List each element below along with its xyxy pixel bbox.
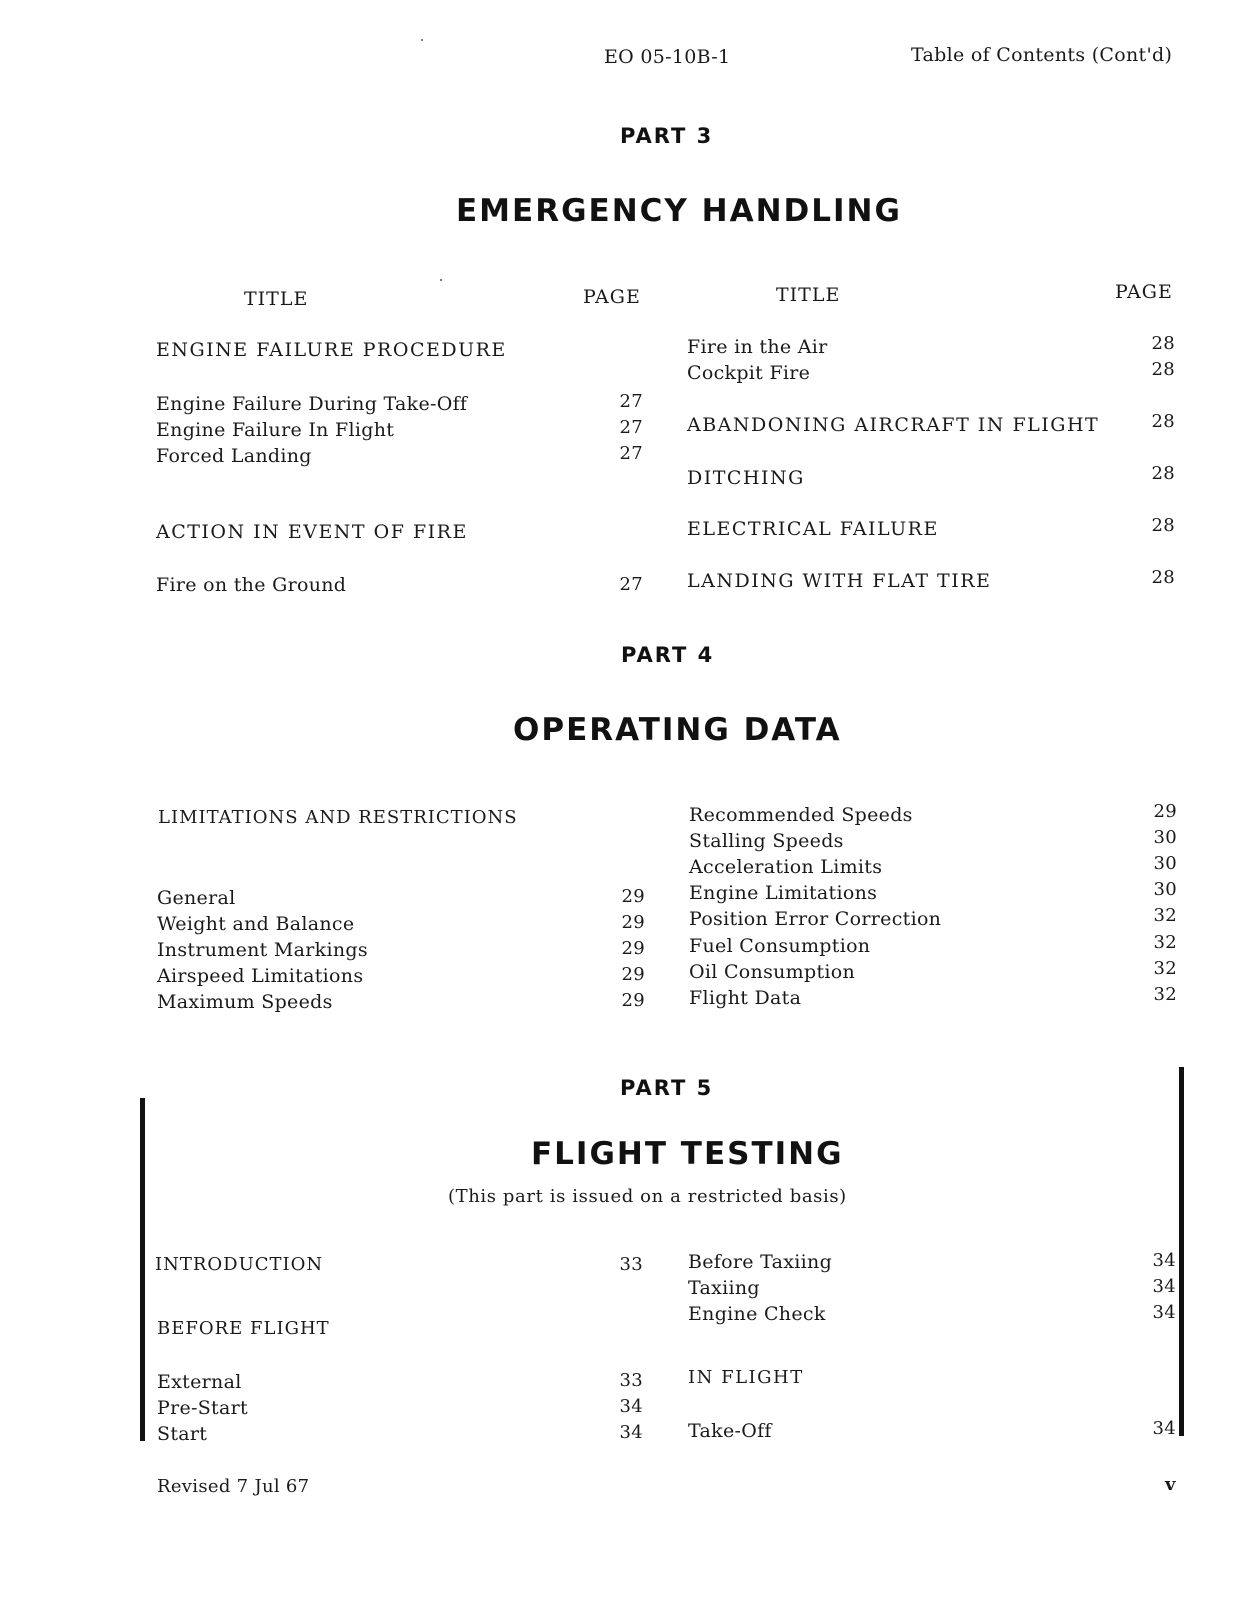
toc-entry-page: 34 — [1152, 1418, 1176, 1439]
restricted-note: (This part is issued on a restricted basis) — [448, 1186, 847, 1207]
column-header-title-left: TITLE — [244, 288, 309, 310]
toc-entry-page: 30 — [1153, 879, 1177, 900]
scan-speck — [421, 39, 423, 41]
page-number: v — [1165, 1474, 1176, 1495]
toc-entry-title: Fire in the Air — [687, 336, 828, 358]
toc-heading: ACTION IN EVENT OF FIRE — [156, 521, 468, 543]
scan-speck — [440, 279, 442, 281]
toc-entry-page: 29 — [621, 990, 645, 1011]
toc-entry-title: Forced Landing — [156, 445, 312, 467]
toc-entry-title: Before Taxiing — [688, 1251, 833, 1273]
toc-heading: ELECTRICAL FAILURE — [687, 518, 939, 540]
part-5-label: PART 5 — [620, 1076, 714, 1100]
toc-entry-page: 29 — [621, 938, 645, 959]
toc-entry-title: Position Error Correction — [689, 908, 942, 930]
toc-entry-title: Acceleration Limits — [689, 856, 883, 878]
toc-entry-page: 32 — [1153, 932, 1177, 953]
toc-entry-page: 28 — [1151, 515, 1175, 536]
toc-entry-title: Take-Off — [688, 1420, 772, 1442]
column-header-page-left: PAGE — [583, 286, 641, 308]
left-revision-bar — [140, 1098, 145, 1441]
toc-heading: INTRODUCTION — [155, 1254, 324, 1275]
toc-entry-title: Maximum Speeds — [157, 991, 333, 1013]
toc-entry-page: 32 — [1153, 958, 1177, 979]
revision-date: Revised 7 Jul 67 — [157, 1476, 310, 1497]
toc-entry-title: Recommended Speeds — [689, 804, 913, 826]
toc-entry-title: Engine Failure In Flight — [156, 419, 395, 441]
toc-heading: ENGINE FAILURE PROCEDURE — [156, 339, 507, 361]
toc-entry-page: 27 — [619, 417, 643, 438]
toc-entry-title: Pre-Start — [157, 1397, 248, 1419]
toc-entry-page: 27 — [619, 574, 643, 595]
part-4-title: OPERATING DATA — [513, 712, 842, 748]
column-header-page-right: PAGE — [1115, 281, 1173, 303]
right-revision-bar — [1179, 1067, 1184, 1436]
toc-entry-page: 27 — [619, 391, 643, 412]
toc-entry-page: 33 — [619, 1370, 643, 1391]
toc-entry-page: 30 — [1153, 853, 1177, 874]
toc-heading: BEFORE FLIGHT — [157, 1318, 330, 1339]
toc-entry-page: 34 — [1152, 1302, 1176, 1323]
toc-entry-title: Cockpit Fire — [687, 362, 811, 384]
toc-entry-page: 29 — [621, 964, 645, 985]
toc-heading: LIMITATIONS AND RESTRICTIONS — [158, 807, 518, 828]
part-3-label: PART 3 — [620, 124, 714, 148]
document-number: EO 05-10B-1 — [604, 46, 731, 68]
toc-entry-title: Weight and Balance — [157, 913, 355, 935]
toc-entry-title: Engine Check — [688, 1303, 826, 1325]
toc-entry-page: 28 — [1151, 411, 1175, 432]
toc-heading: LANDING WITH FLAT TIRE — [687, 570, 992, 592]
toc-entry-title: External — [157, 1371, 242, 1393]
toc-heading: IN FLIGHT — [688, 1367, 804, 1388]
toc-entry-page: 28 — [1151, 567, 1175, 588]
toc-entry-page: 28 — [1151, 359, 1175, 380]
part-4-label: PART 4 — [621, 643, 715, 667]
toc-entry-title: Taxiing — [688, 1277, 760, 1299]
toc-entry-page: 34 — [619, 1422, 643, 1443]
toc-entry-title: Engine Failure During Take-Off — [156, 393, 468, 415]
toc-entry-page: 29 — [1153, 801, 1177, 822]
toc-entry-page: 29 — [621, 912, 645, 933]
toc-entry-title: Airspeed Limitations — [157, 965, 364, 987]
toc-entry-title: Instrument Markings — [157, 939, 368, 961]
toc-entry-page: 32 — [1153, 905, 1177, 926]
part-3-title: EMERGENCY HANDLING — [456, 193, 902, 229]
toc-entry-page: 28 — [1151, 463, 1175, 484]
toc-entry-title: Start — [157, 1423, 208, 1445]
toc-entry-title: Engine Limitations — [689, 882, 878, 904]
toc-entry-title: Flight Data — [689, 987, 802, 1009]
toc-entry-title: Stalling Speeds — [689, 830, 844, 852]
toc-entry-page: 30 — [1153, 827, 1177, 848]
toc-entry-title: Fuel Consumption — [689, 935, 871, 957]
column-header-title-right: TITLE — [776, 284, 841, 306]
toc-entry-title: Fire on the Ground — [156, 574, 347, 596]
toc-entry-page: 34 — [1152, 1250, 1176, 1271]
part-5-title: FLIGHT TESTING — [531, 1136, 844, 1172]
toc-entry-page: 29 — [621, 886, 645, 907]
toc-entry-page: 34 — [619, 1396, 643, 1417]
toc-entry-page: 33 — [619, 1254, 643, 1275]
toc-entry-page: 34 — [1152, 1276, 1176, 1297]
toc-entry-page: 27 — [619, 443, 643, 464]
toc-entry-page: 32 — [1153, 984, 1177, 1005]
toc-entry-page: 28 — [1151, 333, 1175, 354]
toc-entry-title: General — [157, 887, 236, 909]
toc-heading: DITCHING — [687, 467, 805, 489]
running-title: Table of Contents (Cont'd) — [911, 44, 1173, 66]
toc-entry-title: Oil Consumption — [689, 961, 856, 983]
toc-heading: ABANDONING AIRCRAFT IN FLIGHT — [687, 414, 1100, 436]
